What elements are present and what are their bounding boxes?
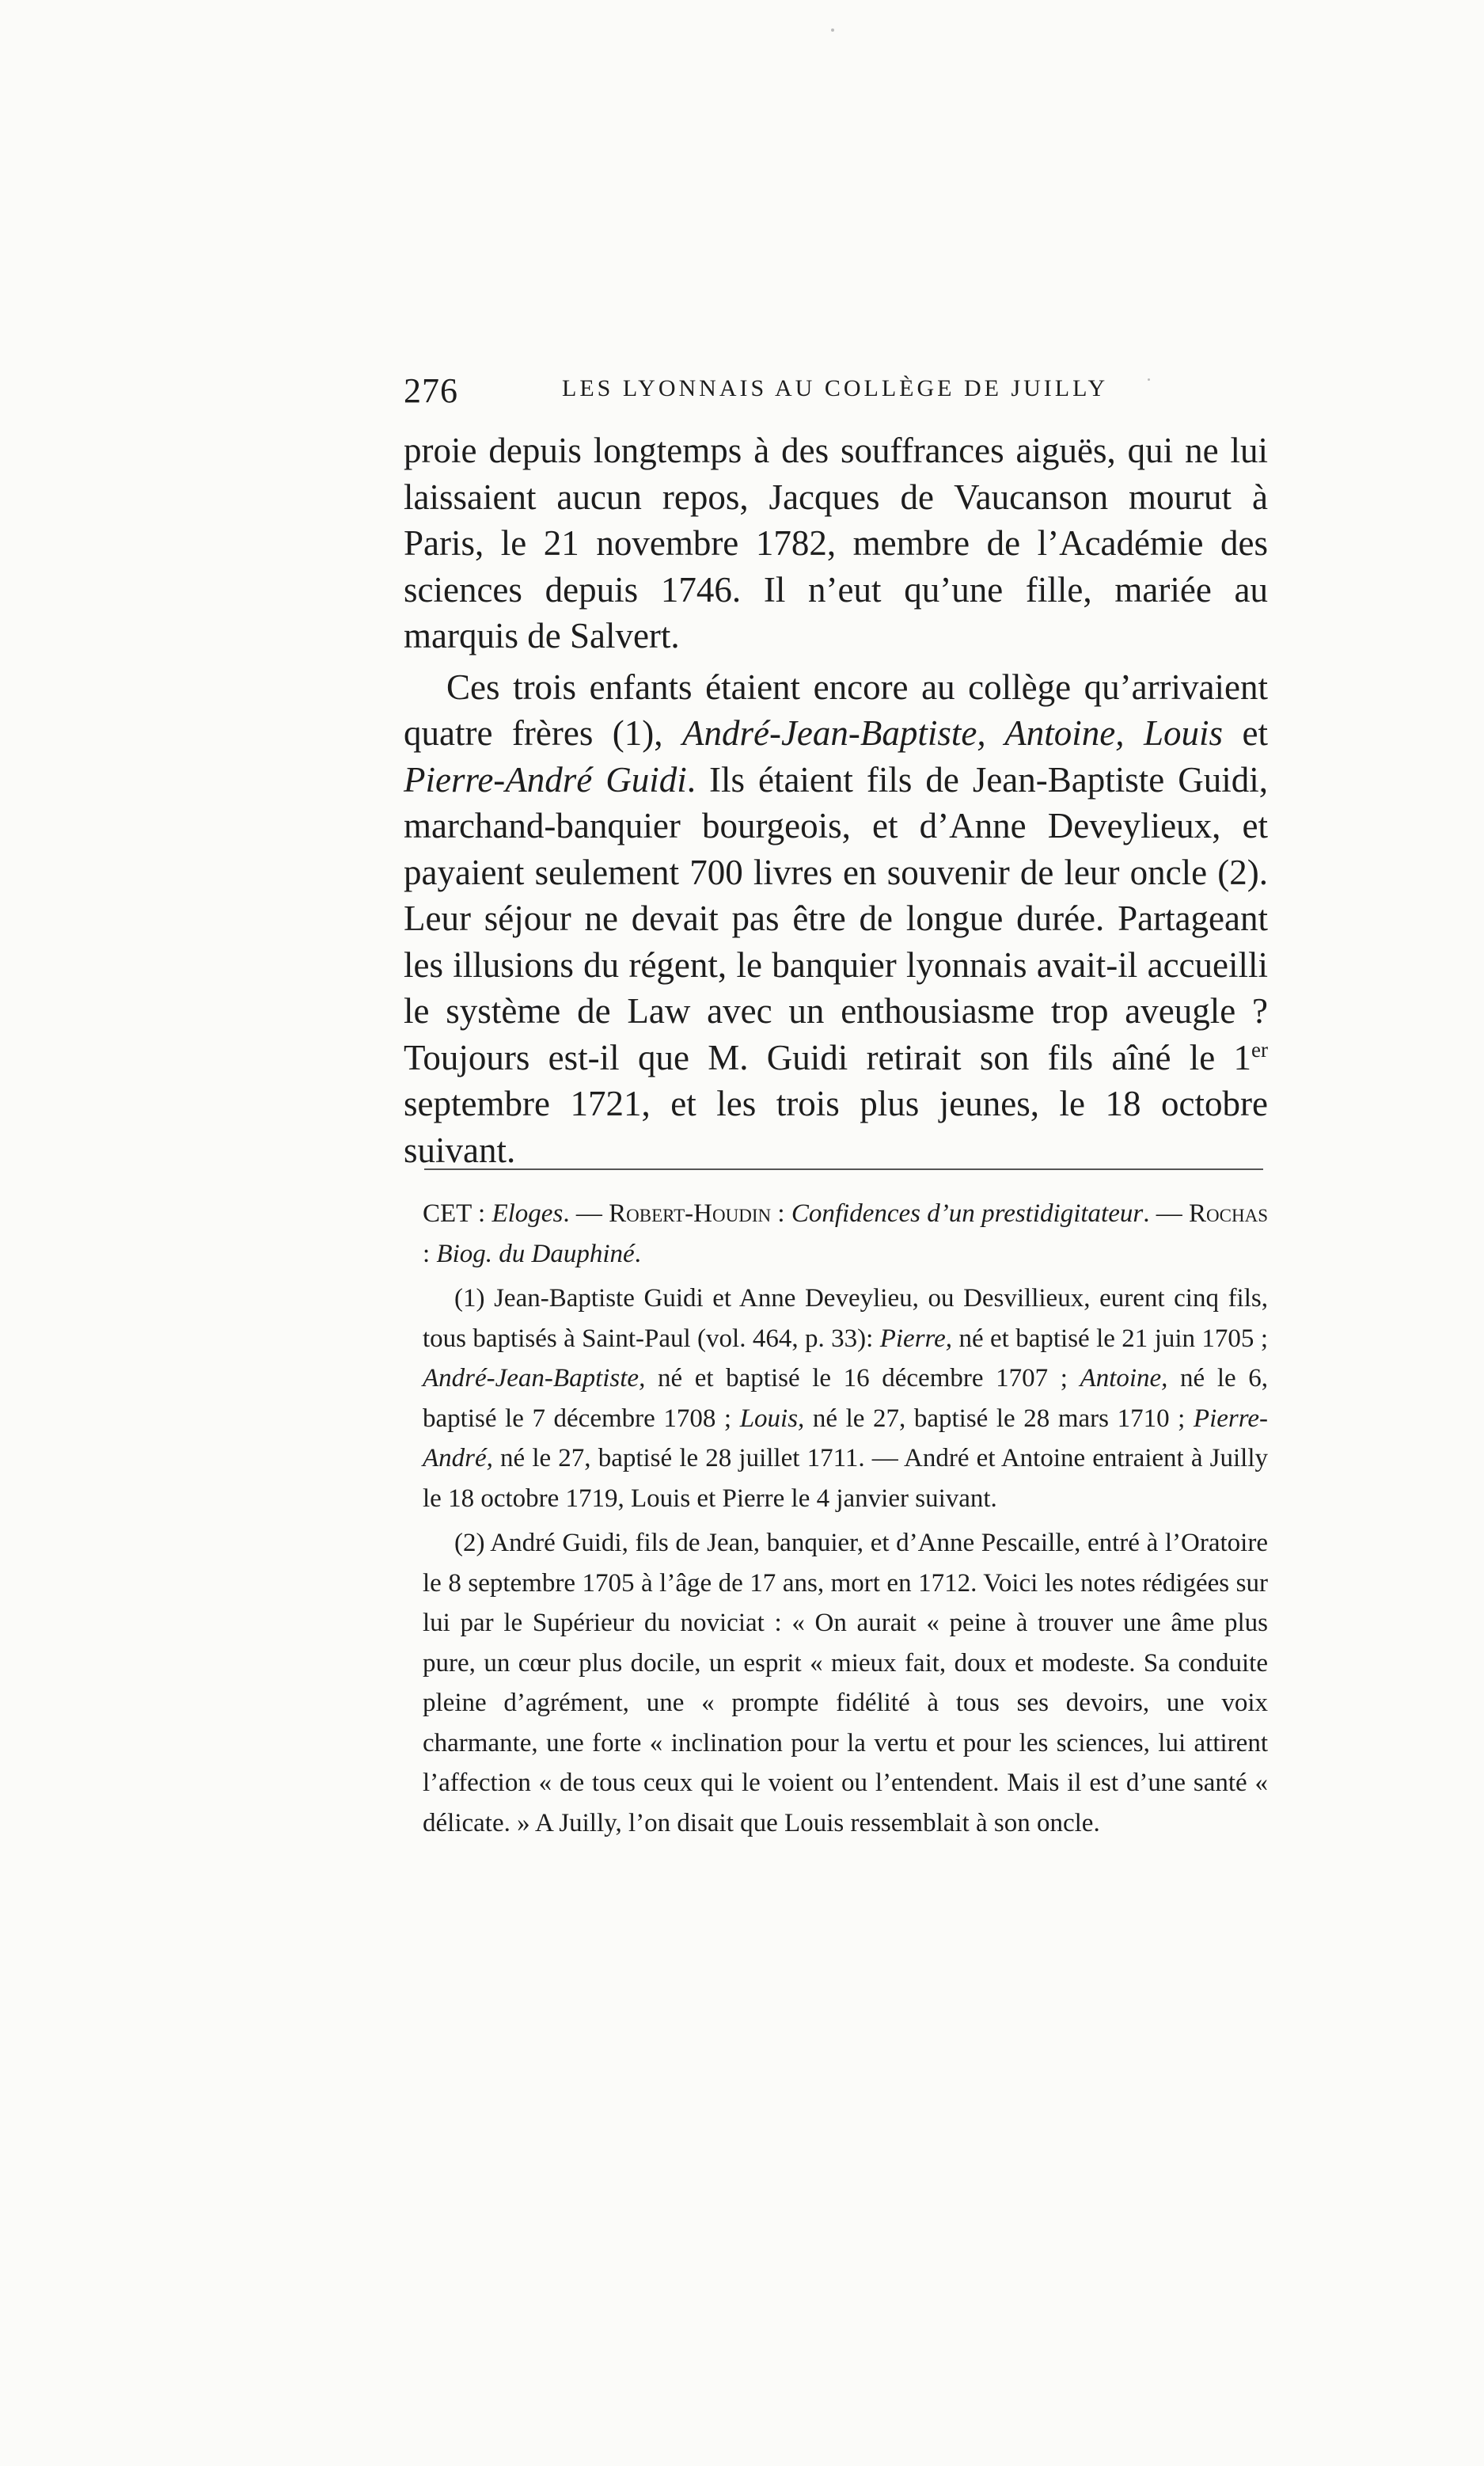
footnote-title: Confidences d’un prestidigitateur: [791, 1199, 1144, 1228]
paragraph-2: [404, 664, 1268, 1174]
footnote-title: Biog. du Dauphiné: [436, 1239, 635, 1268]
footnote-author: Robert-Houdin: [609, 1199, 772, 1228]
footnote-text: né le 27, baptisé le 28 mars 1710 ;: [804, 1404, 1194, 1433]
ordinal-superscript: er: [1251, 1037, 1268, 1062]
footnote-text: :: [423, 1239, 437, 1268]
page-number: 276: [404, 371, 458, 410]
footnote-author: Rochas: [1189, 1199, 1269, 1228]
paper-speck: [831, 28, 834, 32]
paragraph-2-text: . Ils étaient fils de Jean-Baptiste Guidi, marchand-banquier bourgeois, et d’Anne Deveylieux, et payaient seulement 700 livres en souvenir de leur oncle (2). Leur séjour ne devait pas être de longue durée. Partageant les illusions du régent, le banquier lyonnais avait-il accueilli le système de Law avec un enthousiasme trop aveugle ? Toujours est-il que M. Guidi retirait son fils aîné le 1: [404, 759, 1268, 1077]
footnote-name: Louis,: [739, 1404, 805, 1433]
footnote-text: né le 6, baptisé le 7 décembre 1708 ;: [423, 1364, 1268, 1433]
footnote-name: Pierre,: [879, 1324, 953, 1353]
footnote-text: .: [634, 1239, 641, 1268]
footnote-name: Antoine,: [1080, 1364, 1168, 1393]
paragraph-2-text: et: [1223, 713, 1268, 753]
footnote-text: né le 27, baptisé le 28 juillet 1711. — André et Antoine entraient à Juilly le 18 octobre 1719, Louis et Pierre le 4 janvier suivant.: [423, 1444, 1268, 1513]
footnote-name: André-Jean-Baptiste,: [423, 1364, 646, 1393]
footnote-text: CET :: [423, 1199, 492, 1228]
footnote-text: :: [771, 1199, 791, 1228]
footnote-text: né et baptisé le 21 juin 1705 ;: [952, 1324, 1268, 1353]
footnote-2: (2) André Guidi, fils de Jean, banquier, et d’Anne Pescaille, entré à l’Oratoire le 8 septembre 1705 à l’âge de 17 ans, mort en 1712. Voici les notes rédigées sur lui par le Supérieur du noviciat : « On aurait « peine à trouver une âme plus pure, un cœur plus docile, un esprit « mieux fait, doux et modeste. Sa conduite pleine d’agrément, une « prompte fidélité à tous ses devoirs, une voix charmante, une forte « inclination pour la vertu et pour les sciences, lui attirent l’affection « de tous ceux qui le voient ou l’entendent. Mais il est d’une santé « délicate. » A Juilly, l’on disait que Louis ressemblait à son oncle.: [423, 1529, 1268, 1837]
paragraph-1: proie depuis longtemps à des souffrances aiguës, qui ne lui laissaient aucun repos, Jacques de Vaucanson mourut à Paris, le 21 novembre 1782, membre de l’Académie des sciences depuis 1746. Il n’eut qu’une fille, mariée au marquis de Salvert.: [404, 431, 1268, 655]
footnote-name: Pierre-André,: [423, 1404, 1268, 1472]
footnote-divider: [424, 1168, 1263, 1170]
page-header: [404, 370, 1195, 418]
footnote-text: . —: [1143, 1199, 1190, 1228]
footnote-title: Eloges: [492, 1199, 564, 1228]
footnote-continuation: [423, 1194, 1268, 1274]
paper-speck: [1148, 378, 1150, 381]
footnote-text: . —: [563, 1199, 609, 1228]
paragraph-2-names: André-Jean-Baptiste, Antoine, Louis: [682, 713, 1224, 753]
footnotes: [423, 1194, 1268, 1843]
running-title: LES LYONNAIS AU COLLÈGE DE JUILLY: [562, 375, 1109, 401]
main-text: [404, 427, 1268, 1173]
footnote-text: (1) Jean-Baptiste Guidi et Anne Deveylieu, ou Desvillieux, eurent cinq fils, tous baptisés à Saint-Paul (vol. 464, p. 33):: [423, 1284, 1268, 1353]
paragraph-2-text: Ces trois enfants étaient encore au collège qu’arrivaient quatre frères (1),: [404, 667, 1268, 753]
paragraph-2-text: septembre 1721, et les trois plus jeunes, le 18 octobre suivant.: [404, 1084, 1268, 1170]
footnote-text: né et baptisé le 16 décembre 1707 ;: [645, 1364, 1080, 1393]
footnote-1: [423, 1279, 1268, 1518]
paragraph-2-names: Pierre-André Guidi: [404, 759, 687, 800]
